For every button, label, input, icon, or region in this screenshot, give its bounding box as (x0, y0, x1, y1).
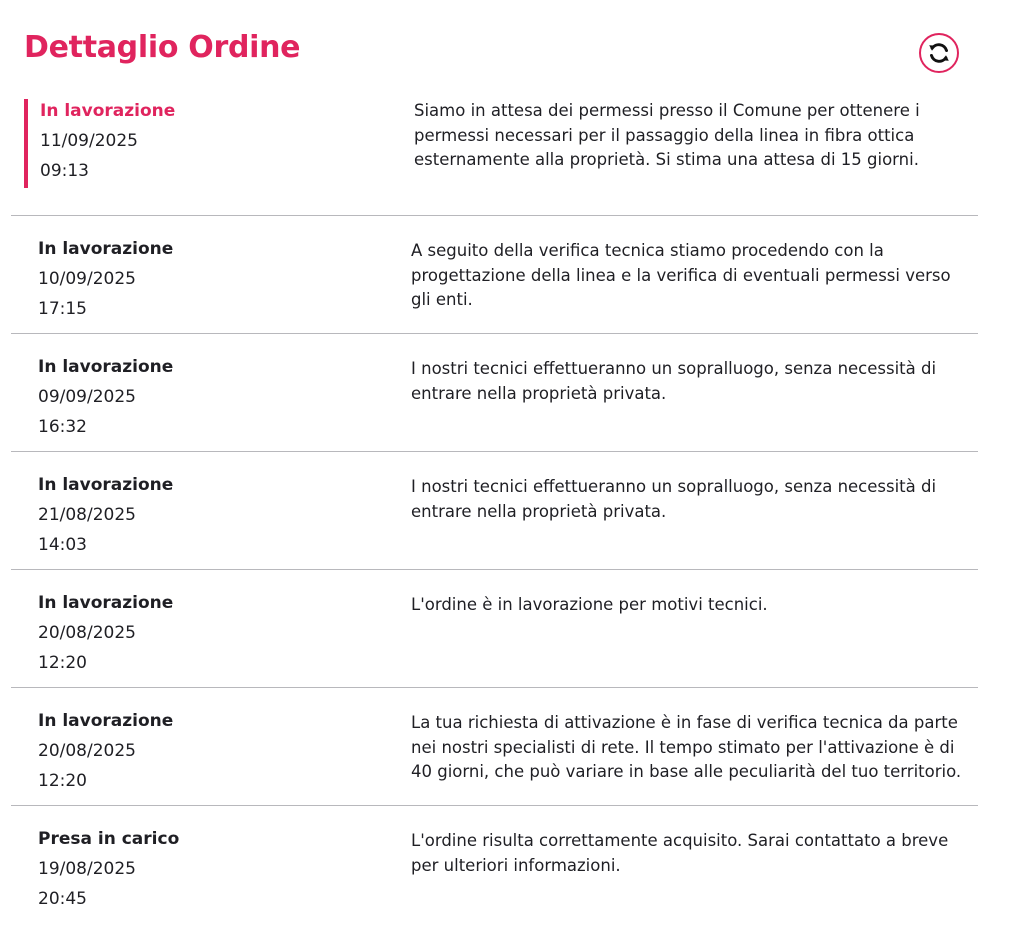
entry-meta (38, 234, 338, 324)
entry-time: 17:15 (38, 299, 87, 319)
entry-time: 12:20 (38, 653, 87, 673)
refresh-button[interactable] (919, 33, 959, 73)
timeline-entry (11, 334, 978, 452)
entry-meta (38, 470, 338, 560)
page-title: Dettaglio Ordine (24, 30, 301, 65)
page-header (24, 28, 984, 88)
entry-date: 09/09/2025 (38, 387, 136, 407)
entry-date: 20/08/2025 (38, 741, 136, 761)
entry-note: I nostri tecnici effettueranno un sopralluogo, senza necessità di entrare nella proprietà privata. (411, 359, 937, 403)
entry-status: Presa in carico (38, 829, 180, 849)
entry-date: 11/09/2025 (40, 131, 138, 151)
entry-time: 14:03 (38, 535, 87, 555)
entry-time: 12:20 (38, 771, 87, 791)
entry-time: 20:45 (38, 889, 87, 909)
entry-date: 21/08/2025 (38, 505, 136, 525)
entry-note: Siamo in attesa dei permessi presso il Comune per ottenere i permessi necessari per il passaggio della linea in fibra ottica esternamente alla proprietà. Si stima una attesa di 15 giorni. (414, 101, 920, 169)
entry-meta (38, 352, 338, 442)
entry-meta (38, 588, 338, 678)
timeline-entry (11, 570, 978, 688)
entry-meta (38, 706, 338, 796)
current-status-indicator (24, 99, 28, 188)
timeline-entry (11, 806, 978, 924)
entry-status: In lavorazione (38, 357, 174, 377)
entry-status: In lavorazione (38, 239, 174, 259)
entry-date: 10/09/2025 (38, 269, 136, 289)
entry-status: In lavorazione (40, 101, 176, 121)
entry-status: In lavorazione (38, 711, 174, 731)
entry-note: A seguito della verifica tecnica stiamo procedendo con la progettazione della linea e la verifica di eventuali permessi verso gli enti. (411, 241, 951, 309)
entry-note: L'ordine risulta correttamente acquisito. Sarai contattato a breve per ulteriori informazioni. (411, 831, 949, 875)
entry-meta (38, 824, 338, 914)
timeline-entry (11, 452, 978, 570)
timeline-entry (11, 688, 978, 806)
entry-time: 16:32 (38, 417, 87, 437)
entry-meta (40, 96, 340, 186)
order-timeline (11, 98, 978, 924)
entry-note: L'ordine è in lavorazione per motivi tecnici. (411, 595, 768, 614)
entry-note: La tua richiesta di attivazione è in fase di verifica tecnica da parte nei nostri specialisti di rete. Il tempo stimato per l'attivazione è di 40 giorni, che può variare in base alle peculiarità del tuo territorio. (411, 713, 962, 781)
timeline-entry (11, 216, 978, 334)
entry-status: In lavorazione (38, 593, 174, 613)
entry-note: I nostri tecnici effettueranno un sopralluogo, senza necessità di entrare nella proprietà privata. (411, 477, 937, 521)
timeline-entry (11, 98, 978, 216)
entry-date: 19/08/2025 (38, 859, 136, 879)
entry-date: 20/08/2025 (38, 623, 136, 643)
entry-status: In lavorazione (38, 475, 174, 495)
refresh-icon (926, 40, 952, 66)
entry-time: 09:13 (40, 161, 89, 181)
